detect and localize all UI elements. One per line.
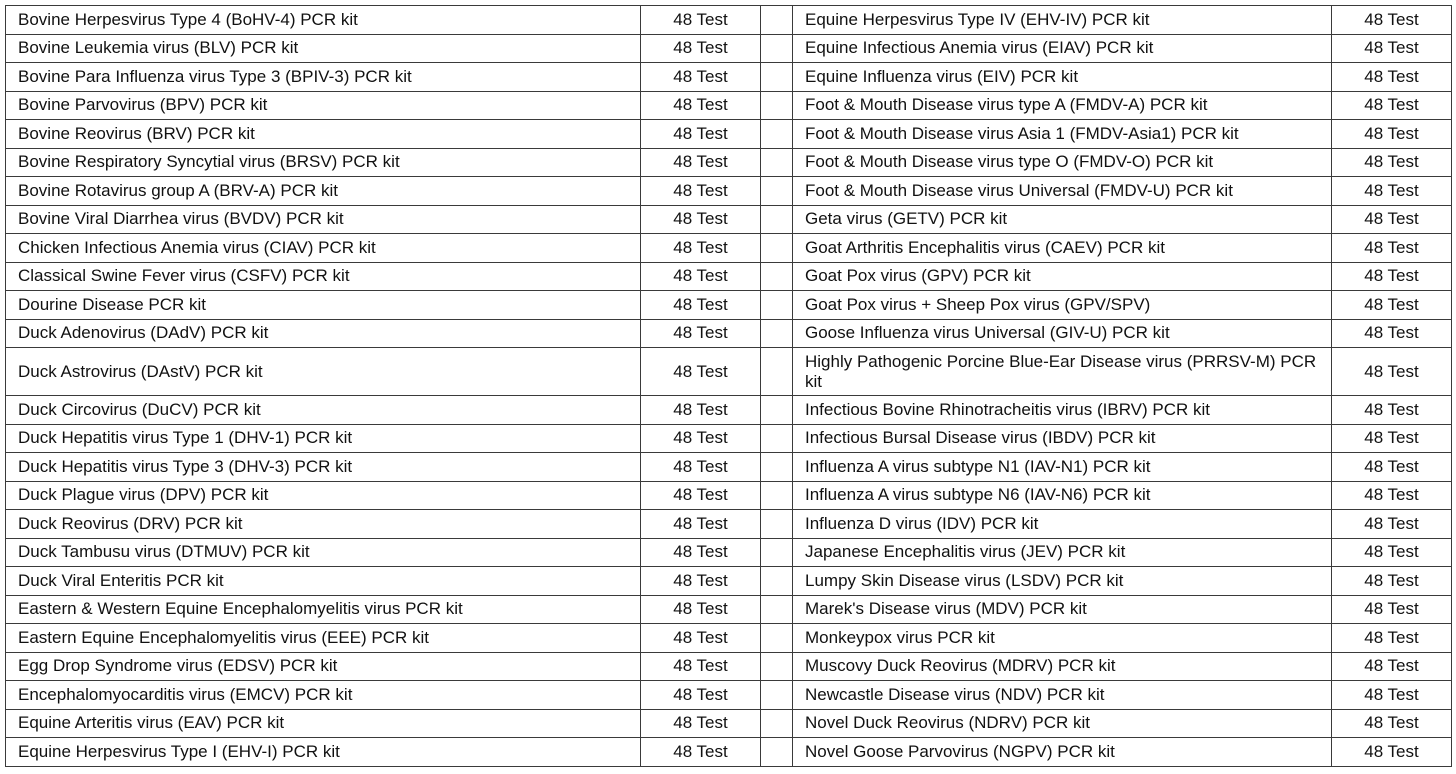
left-kit-name-cell: Duck Hepatitis virus Type 1 (DHV-1) PCR kit bbox=[6, 424, 641, 453]
table-row bbox=[6, 6, 1452, 35]
table-row bbox=[6, 148, 1452, 177]
right-kit-name-cell: Influenza D virus (IDV) PCR kit bbox=[793, 510, 1332, 539]
product-table bbox=[5, 5, 1452, 767]
left-quantity-cell: 48 Test bbox=[641, 205, 761, 234]
right-quantity-cell: 48 Test bbox=[1332, 510, 1452, 539]
table-row bbox=[6, 205, 1452, 234]
spacer-cell bbox=[761, 205, 793, 234]
left-quantity-cell: 48 Test bbox=[641, 709, 761, 738]
right-kit-name-cell: Infectious Bursal Disease virus (IBDV) PCR kit bbox=[793, 424, 1332, 453]
left-quantity-cell: 48 Test bbox=[641, 319, 761, 348]
spacer-cell bbox=[761, 709, 793, 738]
left-kit-name-cell: Duck Reovirus (DRV) PCR kit bbox=[6, 510, 641, 539]
spacer-cell bbox=[761, 6, 793, 35]
spacer-cell bbox=[761, 453, 793, 482]
left-kit-name-cell: Duck Tambusu virus (DTMUV) PCR kit bbox=[6, 538, 641, 567]
spacer-cell bbox=[761, 738, 793, 767]
spacer-cell bbox=[761, 234, 793, 263]
spacer-cell bbox=[761, 510, 793, 539]
left-kit-name-cell: Encephalomyocarditis virus (EMCV) PCR kit bbox=[6, 681, 641, 710]
table-row bbox=[6, 481, 1452, 510]
right-kit-name-cell: Equine Influenza virus (EIV) PCR kit bbox=[793, 63, 1332, 92]
right-quantity-cell: 48 Test bbox=[1332, 205, 1452, 234]
right-kit-name-cell: Infectious Bovine Rhinotracheitis virus (IBRV) PCR kit bbox=[793, 396, 1332, 425]
right-quantity-cell: 48 Test bbox=[1332, 652, 1452, 681]
table-row bbox=[6, 291, 1452, 320]
spacer-cell bbox=[761, 567, 793, 596]
left-kit-name-cell: Equine Herpesvirus Type I (EHV-I) PCR kit bbox=[6, 738, 641, 767]
right-quantity-cell: 48 Test bbox=[1332, 234, 1452, 263]
left-quantity-cell: 48 Test bbox=[641, 348, 761, 396]
spacer-cell bbox=[761, 319, 793, 348]
right-quantity-cell: 48 Test bbox=[1332, 6, 1452, 35]
table-row bbox=[6, 348, 1452, 396]
left-kit-name-cell: Bovine Para Influenza virus Type 3 (BPIV-3) PCR kit bbox=[6, 63, 641, 92]
table-row bbox=[6, 595, 1452, 624]
right-kit-name-cell: Goose Influenza virus Universal (GIV-U) PCR kit bbox=[793, 319, 1332, 348]
right-kit-name-cell: Foot & Mouth Disease virus type A (FMDV-A) PCR kit bbox=[793, 91, 1332, 120]
left-quantity-cell: 48 Test bbox=[641, 262, 761, 291]
left-kit-name-cell: Bovine Rotavirus group A (BRV-A) PCR kit bbox=[6, 177, 641, 206]
right-quantity-cell: 48 Test bbox=[1332, 262, 1452, 291]
table-row bbox=[6, 319, 1452, 348]
right-quantity-cell: 48 Test bbox=[1332, 624, 1452, 653]
product-table-body bbox=[6, 6, 1452, 767]
table-row bbox=[6, 510, 1452, 539]
left-kit-name-cell: Duck Astrovirus (DAstV) PCR kit bbox=[6, 348, 641, 396]
left-kit-name-cell: Classical Swine Fever virus (CSFV) PCR kit bbox=[6, 262, 641, 291]
spacer-cell bbox=[761, 177, 793, 206]
left-kit-name-cell: Eastern & Western Equine Encephalomyelitis virus PCR kit bbox=[6, 595, 641, 624]
left-quantity-cell: 48 Test bbox=[641, 120, 761, 149]
left-quantity-cell: 48 Test bbox=[641, 738, 761, 767]
right-kit-name-cell: Influenza A virus subtype N6 (IAV-N6) PCR kit bbox=[793, 481, 1332, 510]
spacer-cell bbox=[761, 148, 793, 177]
left-quantity-cell: 48 Test bbox=[641, 34, 761, 63]
spacer-cell bbox=[761, 262, 793, 291]
left-kit-name-cell: Dourine Disease PCR kit bbox=[6, 291, 641, 320]
left-kit-name-cell: Bovine Reovirus (BRV) PCR kit bbox=[6, 120, 641, 149]
right-quantity-cell: 48 Test bbox=[1332, 348, 1452, 396]
left-quantity-cell: 48 Test bbox=[641, 510, 761, 539]
table-row bbox=[6, 453, 1452, 482]
table-row bbox=[6, 538, 1452, 567]
spacer-cell bbox=[761, 538, 793, 567]
right-kit-name-cell: Influenza A virus subtype N1 (IAV-N1) PCR kit bbox=[793, 453, 1332, 482]
right-quantity-cell: 48 Test bbox=[1332, 681, 1452, 710]
left-quantity-cell: 48 Test bbox=[641, 177, 761, 206]
right-quantity-cell: 48 Test bbox=[1332, 34, 1452, 63]
left-kit-name-cell: Bovine Leukemia virus (BLV) PCR kit bbox=[6, 34, 641, 63]
spacer-cell bbox=[761, 424, 793, 453]
table-row bbox=[6, 177, 1452, 206]
right-kit-name-cell: Newcastle Disease virus (NDV) PCR kit bbox=[793, 681, 1332, 710]
right-kit-name-cell: Japanese Encephalitis virus (JEV) PCR kit bbox=[793, 538, 1332, 567]
right-quantity-cell: 48 Test bbox=[1332, 177, 1452, 206]
left-quantity-cell: 48 Test bbox=[641, 453, 761, 482]
right-kit-name-cell: Goat Pox virus (GPV) PCR kit bbox=[793, 262, 1332, 291]
left-quantity-cell: 48 Test bbox=[641, 6, 761, 35]
spacer-cell bbox=[761, 652, 793, 681]
table-row bbox=[6, 396, 1452, 425]
left-quantity-cell: 48 Test bbox=[641, 424, 761, 453]
spacer-cell bbox=[761, 595, 793, 624]
right-kit-name-cell: Muscovy Duck Reovirus (MDRV) PCR kit bbox=[793, 652, 1332, 681]
left-kit-name-cell: Bovine Herpesvirus Type 4 (BoHV-4) PCR kit bbox=[6, 6, 641, 35]
spacer-cell bbox=[761, 291, 793, 320]
spacer-cell bbox=[761, 681, 793, 710]
right-quantity-cell: 48 Test bbox=[1332, 63, 1452, 92]
table-row bbox=[6, 624, 1452, 653]
spacer-cell bbox=[761, 348, 793, 396]
right-kit-name-cell: Foot & Mouth Disease virus type O (FMDV-O) PCR kit bbox=[793, 148, 1332, 177]
right-quantity-cell: 48 Test bbox=[1332, 91, 1452, 120]
left-quantity-cell: 48 Test bbox=[641, 63, 761, 92]
left-kit-name-cell: Duck Plague virus (DPV) PCR kit bbox=[6, 481, 641, 510]
right-quantity-cell: 48 Test bbox=[1332, 396, 1452, 425]
left-kit-name-cell: Equine Arteritis virus (EAV) PCR kit bbox=[6, 709, 641, 738]
left-kit-name-cell: Egg Drop Syndrome virus (EDSV) PCR kit bbox=[6, 652, 641, 681]
table-row bbox=[6, 234, 1452, 263]
left-quantity-cell: 48 Test bbox=[641, 567, 761, 596]
left-kit-name-cell: Bovine Parvovirus (BPV) PCR kit bbox=[6, 91, 641, 120]
spacer-cell bbox=[761, 34, 793, 63]
right-kit-name-cell: Marek's Disease virus (MDV) PCR kit bbox=[793, 595, 1332, 624]
right-quantity-cell: 48 Test bbox=[1332, 291, 1452, 320]
left-quantity-cell: 48 Test bbox=[641, 396, 761, 425]
right-kit-name-cell: Goat Arthritis Encephalitis virus (CAEV) PCR kit bbox=[793, 234, 1332, 263]
left-kit-name-cell: Bovine Viral Diarrhea virus (BVDV) PCR kit bbox=[6, 205, 641, 234]
spacer-cell bbox=[761, 120, 793, 149]
right-quantity-cell: 48 Test bbox=[1332, 424, 1452, 453]
spacer-cell bbox=[761, 91, 793, 120]
left-quantity-cell: 48 Test bbox=[641, 681, 761, 710]
table-row bbox=[6, 63, 1452, 92]
left-kit-name-cell: Duck Viral Enteritis PCR kit bbox=[6, 567, 641, 596]
right-quantity-cell: 48 Test bbox=[1332, 538, 1452, 567]
right-kit-name-cell: Highly Pathogenic Porcine Blue-Ear Disease virus (PRRSV-M) PCR kit bbox=[793, 348, 1332, 396]
right-quantity-cell: 48 Test bbox=[1332, 595, 1452, 624]
spacer-cell bbox=[761, 624, 793, 653]
right-kit-name-cell: Equine Infectious Anemia virus (EIAV) PCR kit bbox=[793, 34, 1332, 63]
right-quantity-cell: 48 Test bbox=[1332, 319, 1452, 348]
spacer-cell bbox=[761, 481, 793, 510]
right-kit-name-cell: Monkeypox virus PCR kit bbox=[793, 624, 1332, 653]
right-kit-name-cell: Novel Goose Parvovirus (NGPV) PCR kit bbox=[793, 738, 1332, 767]
left-quantity-cell: 48 Test bbox=[641, 481, 761, 510]
right-kit-name-cell: Foot & Mouth Disease virus Asia 1 (FMDV-Asia1) PCR kit bbox=[793, 120, 1332, 149]
right-quantity-cell: 48 Test bbox=[1332, 148, 1452, 177]
left-quantity-cell: 48 Test bbox=[641, 291, 761, 320]
left-kit-name-cell: Bovine Respiratory Syncytial virus (BRSV) PCR kit bbox=[6, 148, 641, 177]
left-kit-name-cell: Chicken Infectious Anemia virus (CIAV) PCR kit bbox=[6, 234, 641, 263]
left-quantity-cell: 48 Test bbox=[641, 538, 761, 567]
table-row bbox=[6, 738, 1452, 767]
right-kit-name-cell: Equine Herpesvirus Type IV (EHV-IV) PCR kit bbox=[793, 6, 1332, 35]
right-kit-name-cell: Foot & Mouth Disease virus Universal (FMDV-U) PCR kit bbox=[793, 177, 1332, 206]
right-quantity-cell: 48 Test bbox=[1332, 709, 1452, 738]
left-quantity-cell: 48 Test bbox=[641, 148, 761, 177]
left-quantity-cell: 48 Test bbox=[641, 91, 761, 120]
table-row bbox=[6, 262, 1452, 291]
right-kit-name-cell: Goat Pox virus + Sheep Pox virus (GPV/SPV) bbox=[793, 291, 1332, 320]
left-quantity-cell: 48 Test bbox=[641, 624, 761, 653]
right-quantity-cell: 48 Test bbox=[1332, 453, 1452, 482]
left-quantity-cell: 48 Test bbox=[641, 652, 761, 681]
left-quantity-cell: 48 Test bbox=[641, 595, 761, 624]
table-row bbox=[6, 681, 1452, 710]
left-quantity-cell: 48 Test bbox=[641, 234, 761, 263]
right-kit-name-cell: Novel Duck Reovirus (NDRV) PCR kit bbox=[793, 709, 1332, 738]
table-row bbox=[6, 567, 1452, 596]
left-kit-name-cell: Duck Hepatitis virus Type 3 (DHV-3) PCR kit bbox=[6, 453, 641, 482]
right-quantity-cell: 48 Test bbox=[1332, 738, 1452, 767]
left-kit-name-cell: Duck Adenovirus (DAdV) PCR kit bbox=[6, 319, 641, 348]
table-row bbox=[6, 91, 1452, 120]
table-row bbox=[6, 120, 1452, 149]
right-quantity-cell: 48 Test bbox=[1332, 120, 1452, 149]
right-quantity-cell: 48 Test bbox=[1332, 481, 1452, 510]
right-kit-name-cell: Lumpy Skin Disease virus (LSDV) PCR kit bbox=[793, 567, 1332, 596]
spacer-cell bbox=[761, 396, 793, 425]
table-row bbox=[6, 709, 1452, 738]
right-quantity-cell: 48 Test bbox=[1332, 567, 1452, 596]
right-kit-name-cell: Geta virus (GETV) PCR kit bbox=[793, 205, 1332, 234]
spacer-cell bbox=[761, 63, 793, 92]
table-row bbox=[6, 424, 1452, 453]
left-kit-name-cell: Duck Circovirus (DuCV) PCR kit bbox=[6, 396, 641, 425]
table-row bbox=[6, 34, 1452, 63]
left-kit-name-cell: Eastern Equine Encephalomyelitis virus (EEE) PCR kit bbox=[6, 624, 641, 653]
table-row bbox=[6, 652, 1452, 681]
